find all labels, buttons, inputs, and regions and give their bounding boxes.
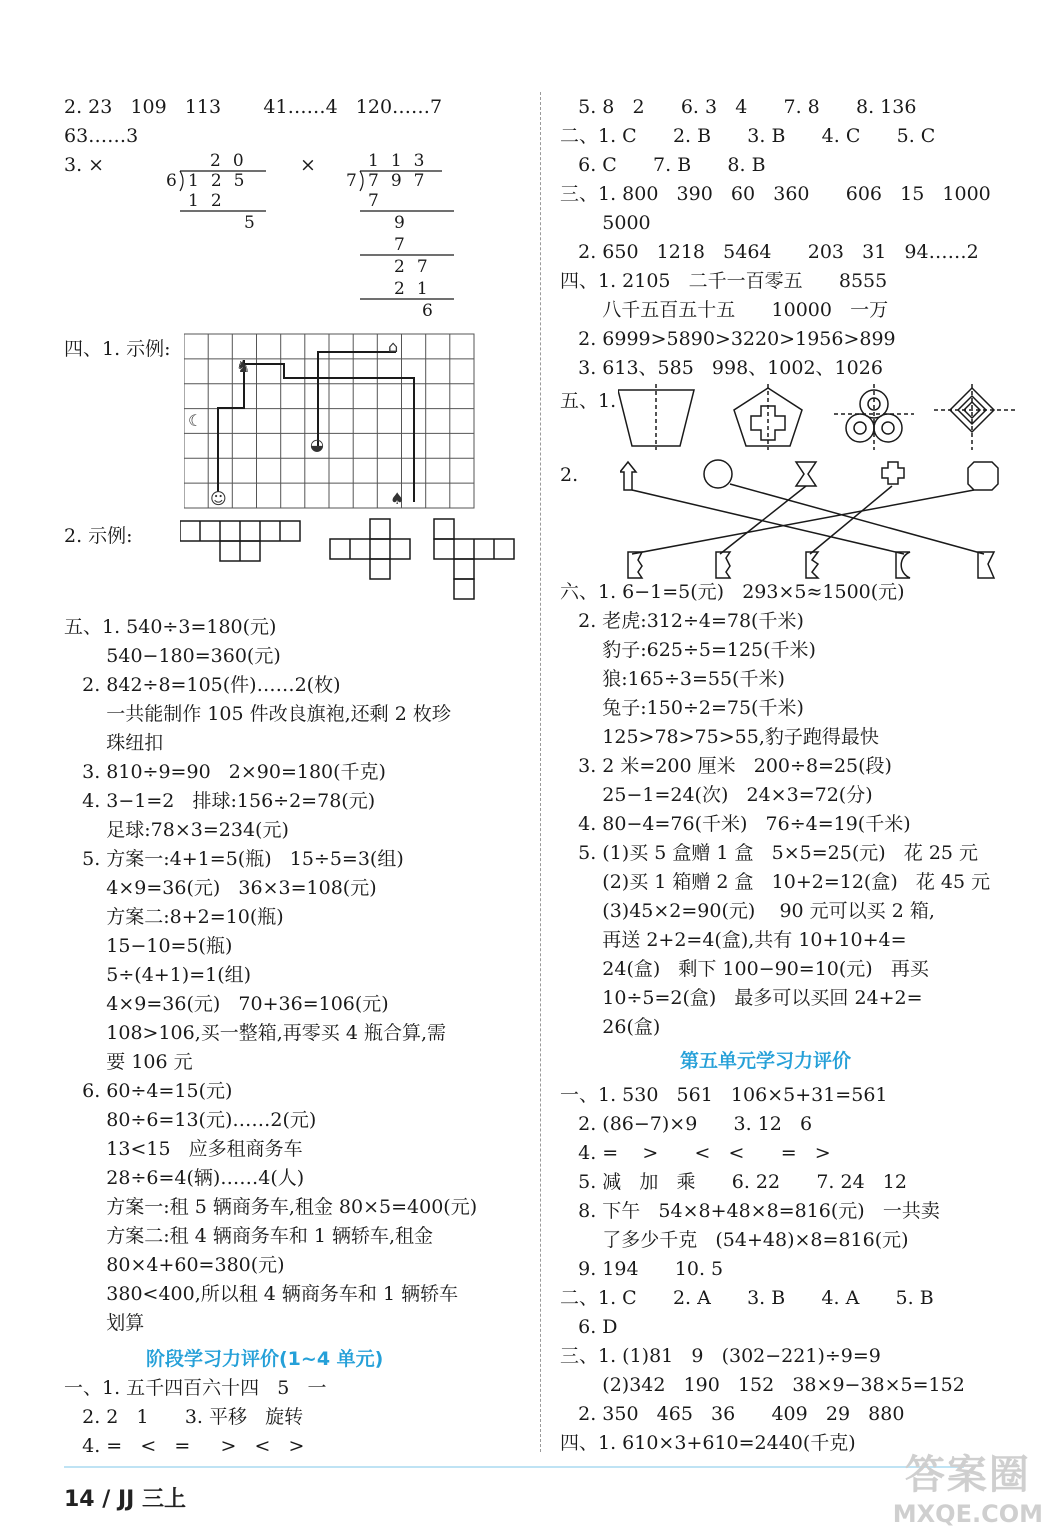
section-heading: 阶段学习力评价(1~4 单元) bbox=[146, 1348, 384, 1370]
div1-product: 12 bbox=[188, 191, 234, 211]
div2-step: 9 bbox=[394, 213, 405, 233]
division-cross: × bbox=[300, 154, 316, 176]
div2-step: 7 bbox=[394, 235, 405, 255]
banana-icon: ☾ bbox=[188, 411, 203, 430]
div1-quotient: 20 bbox=[210, 151, 256, 171]
answer-line: 2. 23 109 113 41……4 120……7 bbox=[64, 96, 443, 118]
answer-line: 5. 8 2 6. 3 4 7. 8 8. 136 bbox=[560, 96, 917, 118]
answer-line: 15−10=5(瓶) bbox=[64, 935, 233, 957]
answer-line: 珠纽扣 bbox=[64, 732, 164, 754]
symmetric-shapes bbox=[618, 384, 1028, 452]
answer-line: 13<15 应多租商务车 bbox=[64, 1138, 303, 1160]
div2-remainder: 6 bbox=[422, 301, 433, 321]
answer-line: 3. 2 米=200 厘米 200÷8=25(段) bbox=[560, 755, 892, 777]
answer-line: 108>106,买一整箱,再零买 4 瓶合算,需 bbox=[64, 1022, 447, 1044]
answer-line: 8. 下午 54×8+48×8=816(元) 一共卖 bbox=[560, 1200, 940, 1222]
answer-line: 足球:78×3=234(元) bbox=[64, 819, 289, 841]
answer-line: 三、1. 800 390 60 360 606 15 1000 bbox=[560, 183, 991, 205]
answer-line: 二、1. C 2. B 3. B 4. C 5. C bbox=[560, 125, 936, 147]
answer-line: 4. = > < < = > bbox=[560, 1142, 831, 1164]
div1-dividend: 125 bbox=[188, 171, 257, 191]
answer-line: 一、1. 530 561 106×5+31=561 bbox=[560, 1084, 888, 1106]
column-divider bbox=[540, 92, 541, 1452]
div1-divisor: 6 bbox=[166, 171, 177, 191]
answer-line: 4. = < = > < > bbox=[64, 1435, 305, 1457]
answer-line: 3. 613、585 998、1002、1026 bbox=[560, 357, 883, 379]
answer-line: 5÷(4+1)=1(组) bbox=[64, 964, 252, 986]
answer-line: 六、1. 6−1=5(元) 293×5≈1500(元) bbox=[560, 581, 905, 603]
answer-line: 28÷6=4(辆)……4(人) bbox=[64, 1167, 305, 1189]
answer-line: 25−1=24(次) 24×3=72(分) bbox=[560, 784, 873, 806]
answer-line: 了多少千克 (54+48)×8=816(元) bbox=[560, 1229, 909, 1251]
answer-line: 540−180=360(元) bbox=[64, 645, 281, 667]
division-label: 3. × bbox=[64, 154, 105, 176]
route-grid bbox=[184, 332, 484, 512]
answer-line: 2. 6999>5890>3220>1956>899 bbox=[560, 328, 896, 350]
div2-dividend: 797 bbox=[368, 171, 437, 191]
shapes-label: 五、1. bbox=[560, 390, 617, 412]
answer-line: (2)342 190 152 38×9−38×5=152 bbox=[560, 1374, 965, 1396]
answer-line: 63……3 bbox=[64, 125, 139, 147]
div2-quotient: 113 bbox=[368, 151, 437, 171]
answer-line: 24(盒) 剩下 100−90=10(元) 再买 bbox=[560, 958, 929, 980]
nets-label: 2. 示例: bbox=[64, 525, 133, 547]
answer-line: 要 106 元 bbox=[64, 1051, 193, 1073]
div1-remainder: 5 bbox=[244, 213, 255, 232]
answer-line: 5. 减 加 乘 6. 22 7. 24 12 bbox=[560, 1171, 907, 1193]
answer-line: (3)45×2=90(元) 90 元可以买 2 箱, bbox=[560, 900, 935, 922]
answer-line: 划算 bbox=[64, 1312, 145, 1334]
answer-line: 6. C 7. B 8. B bbox=[560, 154, 766, 176]
answer-line: 2. (86−7)×9 3. 12 6 bbox=[560, 1113, 813, 1135]
answer-line: 3. 810÷9=90 2×90=180(千克) bbox=[64, 761, 386, 783]
page-number: 14 / JJ 三上 bbox=[64, 1487, 186, 1512]
answer-line: 三、1. (1)81 9 (302−221)÷9=9 bbox=[560, 1345, 881, 1367]
answer-line: 10÷5=2(盒) 最多可以买回 24+2= bbox=[560, 987, 923, 1009]
answer-line: 一、1. 五千四百六十四 5 一 bbox=[64, 1377, 327, 1399]
answer-line: 6. D bbox=[560, 1316, 618, 1338]
answer-line: 5. (1)买 5 盒赠 1 盒 5×5=25(元) 花 25 元 bbox=[560, 842, 979, 864]
answer-line: 方案一:租 5 辆商务车,租金 80×5=400(元) bbox=[64, 1196, 478, 1218]
answer-line: 125>78>75>55,豹子跑得最快 bbox=[560, 726, 879, 748]
answer-line: 5. 方案一:4+1=5(瓶) 15÷5=3(组) bbox=[64, 848, 404, 870]
long-division-1 bbox=[166, 150, 276, 232]
answer-line: 方案二:8+2=10(瓶) bbox=[64, 906, 284, 928]
answer-line: 2. 650 1218 5464 203 31 94……2 bbox=[560, 241, 979, 263]
answer-line: 4×9=36(元) 70+36=106(元) bbox=[64, 993, 389, 1015]
answer-line: 狼:165÷3=55(千米) bbox=[560, 668, 785, 690]
cube-nets bbox=[180, 517, 520, 607]
turtle-icon: ◒ bbox=[310, 435, 324, 454]
div2-step: 21 bbox=[394, 279, 440, 299]
answer-line: 再送 2+2=4(盒),共有 10+10+4= bbox=[560, 929, 907, 951]
answer-line: 方案二:租 4 辆商务车和 1 辆轿车,租金 bbox=[64, 1225, 434, 1247]
answer-line: 一共能制作 105 件改良旗袍,还剩 2 枚珍 bbox=[64, 703, 451, 725]
answer-line: 9. 194 10. 5 bbox=[560, 1258, 724, 1280]
answer-line: 380<400,所以租 4 辆商务车和 1 辆轿车 bbox=[64, 1283, 459, 1305]
match-label: 2. bbox=[560, 464, 579, 486]
matching-figure bbox=[620, 458, 1004, 582]
answer-line: 2. 350 465 36 409 29 880 bbox=[560, 1403, 905, 1425]
div2-divisor: 7 bbox=[346, 171, 357, 191]
answer-line: (2)买 1 箱赠 2 盒 10+2=12(盒) 花 45 元 bbox=[560, 871, 991, 893]
answer-line: 二、1. C 2. A 3. B 4. A 5. B bbox=[560, 1287, 934, 1309]
answer-line: 2. 老虎:312÷4=78(千米) bbox=[560, 610, 804, 632]
answer-line: 五、1. 540÷3=180(元) bbox=[64, 616, 277, 638]
answer-line: 兔子:150÷2=75(千米) bbox=[560, 697, 804, 719]
answer-line: 八千五百五十五 10000 一万 bbox=[560, 299, 889, 321]
answer-line: 4. 80−4=76(千米) 76÷4=19(千米) bbox=[560, 813, 911, 835]
long-division-2 bbox=[346, 150, 476, 328]
rabbit-icon: ♞ bbox=[236, 357, 251, 376]
carrot-icon: ♠ bbox=[390, 489, 405, 508]
watermark-top: 答案圈 bbox=[904, 1452, 1031, 1498]
watermark-bottom: MXQE.COM bbox=[892, 1500, 1043, 1528]
watermark-logo bbox=[893, 1443, 1043, 1528]
answer-line: 80×4+60=380(元) bbox=[64, 1254, 285, 1276]
grid-label: 四、1. 示例: bbox=[64, 338, 171, 360]
answer-line: 四、1. 610×3+610=2440(千克) bbox=[560, 1432, 856, 1454]
answer-line: 26(盒) bbox=[560, 1016, 661, 1038]
answer-line: 4×9=36(元) 36×3=108(元) bbox=[64, 877, 377, 899]
answer-line: 2. 842÷8=105(件)……2(枚) bbox=[64, 674, 341, 696]
div2-step: 27 bbox=[394, 257, 440, 277]
answer-line: 豹子:625÷5=125(千米) bbox=[560, 639, 816, 661]
section-heading: 第五单元学习力评价 bbox=[680, 1050, 852, 1072]
answer-line: 6. 60÷4=15(元) bbox=[64, 1080, 233, 1102]
answer-line: 4. 3−1=2 排球:156÷2=78(元) bbox=[64, 790, 376, 812]
answer-line: 5000 bbox=[560, 212, 651, 234]
child-icon: ☺ bbox=[210, 489, 227, 508]
answer-line: 80÷6=13(元)……2(元) bbox=[64, 1109, 317, 1131]
house-icon: ⌂ bbox=[388, 337, 399, 356]
footer-rule bbox=[64, 1466, 964, 1468]
answer-line: 2. 2 1 3. 平移 旋转 bbox=[64, 1406, 304, 1428]
answer-line: 四、1. 2105 二千一百零五 8555 bbox=[560, 270, 888, 292]
div2-step: 7 bbox=[368, 191, 379, 211]
